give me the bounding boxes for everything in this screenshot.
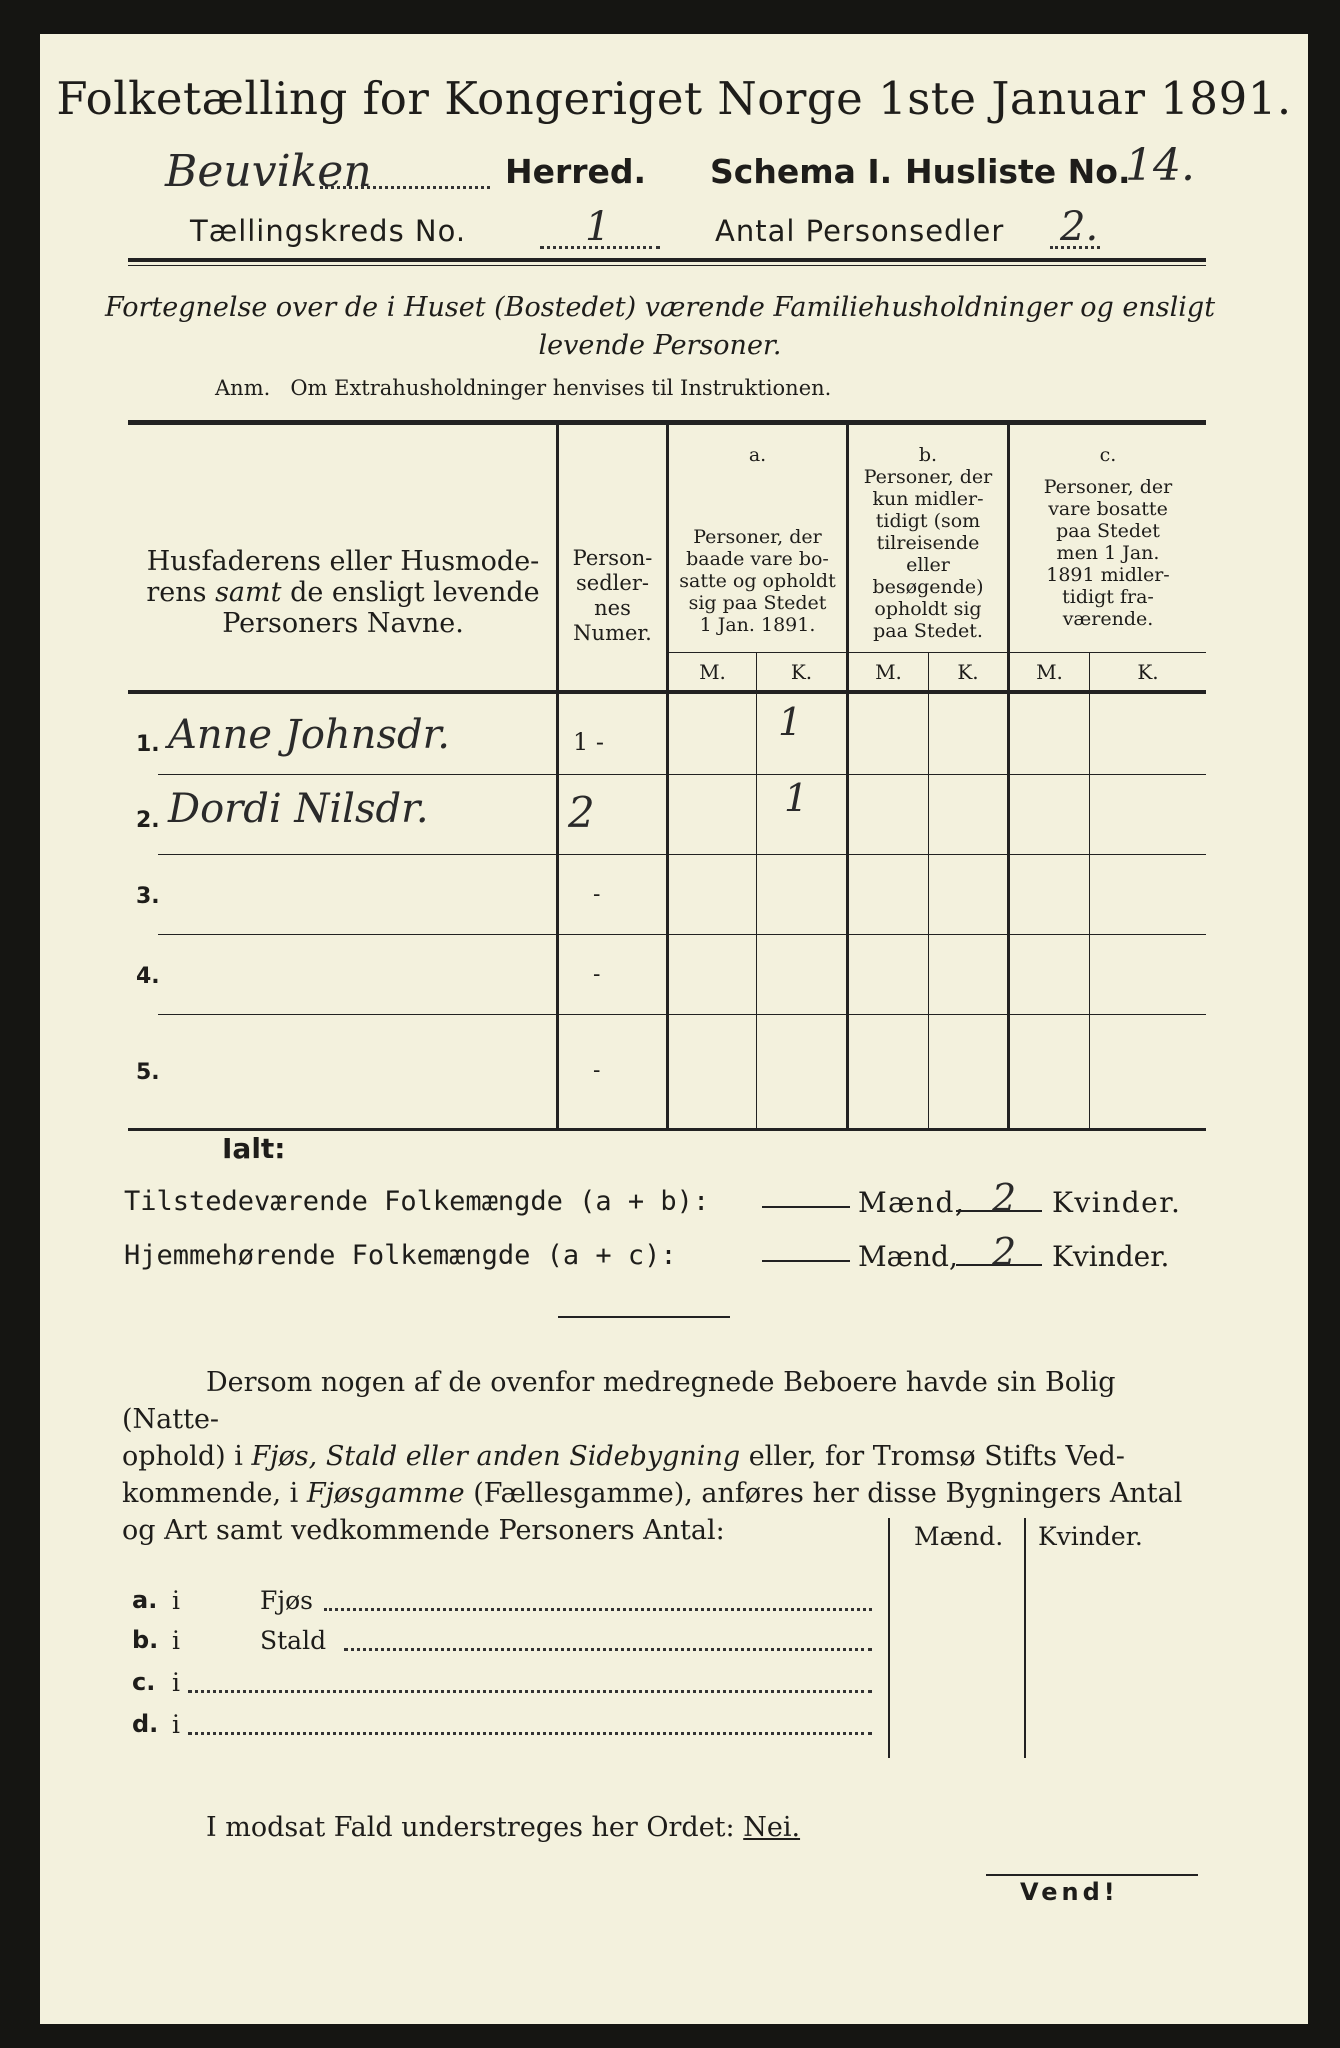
small-table-vline-2 <box>1024 1518 1026 1758</box>
maend-label: Mænd, <box>858 1240 958 1273</box>
item-letter: b. <box>132 1626 159 1654</box>
col-c-l4: men 1 Jan. <box>1056 542 1160 564</box>
hjemme-kvinder-value: 2 <box>992 1230 1017 1274</box>
row-rule-2 <box>158 854 1206 855</box>
item-i: i <box>172 1710 180 1739</box>
table-row <box>128 1014 1206 1124</box>
husliste-label: Husliste No. <box>905 152 1131 191</box>
household-table <box>128 420 1206 1132</box>
header-line-herred <box>125 140 1225 206</box>
herred-dots <box>320 186 490 189</box>
item-dots <box>344 1648 872 1651</box>
anm-text: Om Extrahusholdninger henvises til Instruktionen. <box>290 376 832 400</box>
col-num-l3: nes <box>594 596 631 620</box>
item-dots <box>188 1732 872 1735</box>
row-number: 2. <box>136 808 160 833</box>
item-label: Stald <box>260 1626 327 1655</box>
header-rule <box>128 258 1206 262</box>
col-b-l5: eller <box>906 554 950 576</box>
row-a-k-value: 1 <box>784 776 809 820</box>
item-label: Fjøs <box>260 1586 313 1615</box>
modsat-word: Nei. <box>743 1812 801 1843</box>
col-a-m: M. <box>699 660 726 684</box>
item-dots <box>188 1690 872 1693</box>
list-item <box>132 1626 892 1666</box>
fortegnelse-line1: Fortegnelse over de i Huset (Bostedet) værende Familiehusholdninger og ensligt <box>104 292 1216 323</box>
form-title: Folketælling for Kongeriget Norge 1ste Januar 1891. <box>56 72 1292 125</box>
col-c-l7: værende. <box>1062 608 1154 630</box>
kvinder-label: Kvinder. <box>1052 1240 1170 1273</box>
item-letter: c. <box>132 1668 156 1696</box>
para-line4: og Art samt vedkommende Personers Antal: <box>122 1515 725 1546</box>
col-header-c <box>1010 476 1206 630</box>
ialt-label: Ialt: <box>222 1132 286 1165</box>
vend-label: Vend! <box>1020 1878 1119 1906</box>
col-b-k: K. <box>957 660 979 684</box>
header-rule-thin <box>128 265 1206 266</box>
para-l2c: eller, for Tromsø Stifts Ved- <box>740 1441 1125 1472</box>
para-l3a: kommende, i <box>122 1478 307 1509</box>
col-num-l2: sedler- <box>576 571 649 595</box>
col-num-l1: Person- <box>572 546 653 570</box>
tilstede-maend-blank <box>762 1206 850 1208</box>
table-row <box>128 934 1206 1014</box>
col-names-l2b: samt <box>215 577 282 608</box>
tilstede-label: Tilstedeværende Folkemængde (a + b): <box>124 1186 710 1217</box>
anm-note <box>215 376 831 400</box>
husliste-value: 14. <box>1125 140 1195 191</box>
row-rule-4 <box>158 1014 1206 1015</box>
para-l3c: (Fællesgamme), anføres her disse Bygningers Antal <box>464 1478 1183 1509</box>
col-names-line1: Husfaderens eller Husmode- <box>146 546 540 577</box>
table-bottom-rule <box>128 1128 1206 1131</box>
antal-value: 2. <box>1060 204 1099 250</box>
list-item <box>132 1710 892 1750</box>
table-row <box>128 854 1206 934</box>
col-b-letter: b. <box>918 444 938 466</box>
para-line1: Dersom nogen af de ovenfor medregnede Beboere havde sin Bolig (Natte- <box>122 1367 1116 1435</box>
row-sedel-number: - <box>593 882 601 907</box>
col-b-l1: Personer, der <box>863 466 993 488</box>
row-number: 1. <box>136 732 160 757</box>
modsat-line <box>206 1812 800 1843</box>
col-a-k: K. <box>790 660 813 684</box>
kreds-label: Tællingskreds No. <box>190 214 467 248</box>
col-c-k: K. <box>1137 660 1159 684</box>
item-dots <box>324 1608 872 1611</box>
mk-top-rule <box>668 652 1206 653</box>
small-col-maend: Mænd. <box>914 1522 1004 1551</box>
col-names-l2a: rens <box>146 577 216 608</box>
item-letter: d. <box>132 1710 159 1738</box>
col-c-l3: paa Stedet <box>1056 520 1160 542</box>
col-b-l2: kun midler- <box>872 488 984 510</box>
list-item <box>132 1586 892 1626</box>
modsat-text: I modsat Fald understreges her Ordet: <box>206 1812 735 1843</box>
col-c-l6: tidigt fra- <box>1062 586 1154 608</box>
tilstede-line <box>124 1176 1224 1236</box>
col-header-names <box>138 546 548 639</box>
col-names-l2c: de ensligt levende <box>281 577 540 608</box>
row-number: 5. <box>136 1060 160 1085</box>
row-number: 3. <box>136 884 160 909</box>
section-divider <box>558 1316 730 1318</box>
col-a-l3: satte og opholdt <box>679 570 836 592</box>
small-col-kvinder: Kvinder. <box>1038 1522 1143 1551</box>
fortegnelse-line2: levende Personer. <box>538 330 782 361</box>
col-c-l2: vare bosatte <box>1048 498 1168 520</box>
col-header-a <box>669 526 846 636</box>
anm-label: Anm. <box>215 376 271 400</box>
para-l2b: Fjøs, Stald eller anden Sidebygning <box>251 1441 741 1472</box>
col-a-l4: sig paa Stedet <box>688 592 827 614</box>
para-line2 <box>122 1438 1208 1475</box>
row-name: Dordi Nilsdr. <box>168 786 429 832</box>
item-i: i <box>172 1626 180 1655</box>
row-sedel-number: - <box>593 962 601 987</box>
header-line-kreds <box>190 204 1190 262</box>
vend-rule <box>986 1874 1198 1876</box>
antal-label: Antal Personsedler <box>715 214 1005 248</box>
col-b-m: M. <box>875 660 902 684</box>
col-header-b <box>847 466 1009 642</box>
col-c-m: M. <box>1036 660 1063 684</box>
col-a-letter: a. <box>748 444 767 466</box>
col-a-l1: Personer, der <box>693 526 822 548</box>
hjemme-maend-blank <box>762 1260 850 1262</box>
item-letter: a. <box>132 1586 158 1614</box>
herred-label: Herred. <box>505 152 647 191</box>
hjemme-line <box>124 1230 1224 1290</box>
row-a-k-value: 1 <box>778 700 803 744</box>
row-name: Anne Johnsdr. <box>168 712 451 758</box>
census-form-page <box>40 34 1308 2024</box>
tilstede-kvinder-value: 2 <box>992 1176 1018 1220</box>
col-c-l5: 1891 midler- <box>1046 564 1170 586</box>
row-sedel-number: 1 - <box>573 728 605 756</box>
col-b-l7: opholdt sig <box>874 598 982 620</box>
col-num-l4: Numer. <box>573 621 652 645</box>
schema-label: Schema I. <box>710 152 893 191</box>
item-i: i <box>172 1586 180 1615</box>
row-number: 4. <box>136 964 160 989</box>
herred-value: Beuviken <box>165 146 372 197</box>
maend-label: Mænd, <box>858 1186 966 1219</box>
col-header-num <box>559 546 666 646</box>
hjemme-label: Hjemmehørende Folkemængde (a + c): <box>124 1240 677 1271</box>
table-row <box>128 774 1206 854</box>
col-b-l4: tilreisende <box>876 532 980 554</box>
para-line3 <box>122 1475 1208 1512</box>
item-i: i <box>172 1668 180 1697</box>
list-item <box>132 1668 892 1708</box>
kreds-value: 1 <box>585 204 611 250</box>
row-sedel-number: - <box>593 1058 601 1083</box>
col-c-letter: c. <box>1099 444 1117 466</box>
col-names-line3: Personers Navne. <box>222 608 464 639</box>
para-l3b: Fjøsgamme <box>306 1478 465 1509</box>
col-b-l3: tidigt (som <box>875 510 981 532</box>
kvinder-label: Kvinder. <box>1052 1186 1182 1219</box>
col-a-l5: 1 Jan. 1891. <box>699 614 816 636</box>
col-c-l1: Personer, der <box>1043 476 1173 498</box>
row-sedel-number: 2 <box>568 788 595 837</box>
para-l2a: ophold) i <box>122 1441 252 1472</box>
col-a-l2: baade vare bo- <box>686 548 829 570</box>
col-names-line2 <box>138 577 548 608</box>
row-rule-1 <box>158 774 1206 775</box>
row-rule-3 <box>158 934 1206 935</box>
table-row <box>128 694 1206 774</box>
col-b-l8: paa Stedet. <box>873 620 983 642</box>
col-b-l6: besøgende) <box>872 576 984 598</box>
